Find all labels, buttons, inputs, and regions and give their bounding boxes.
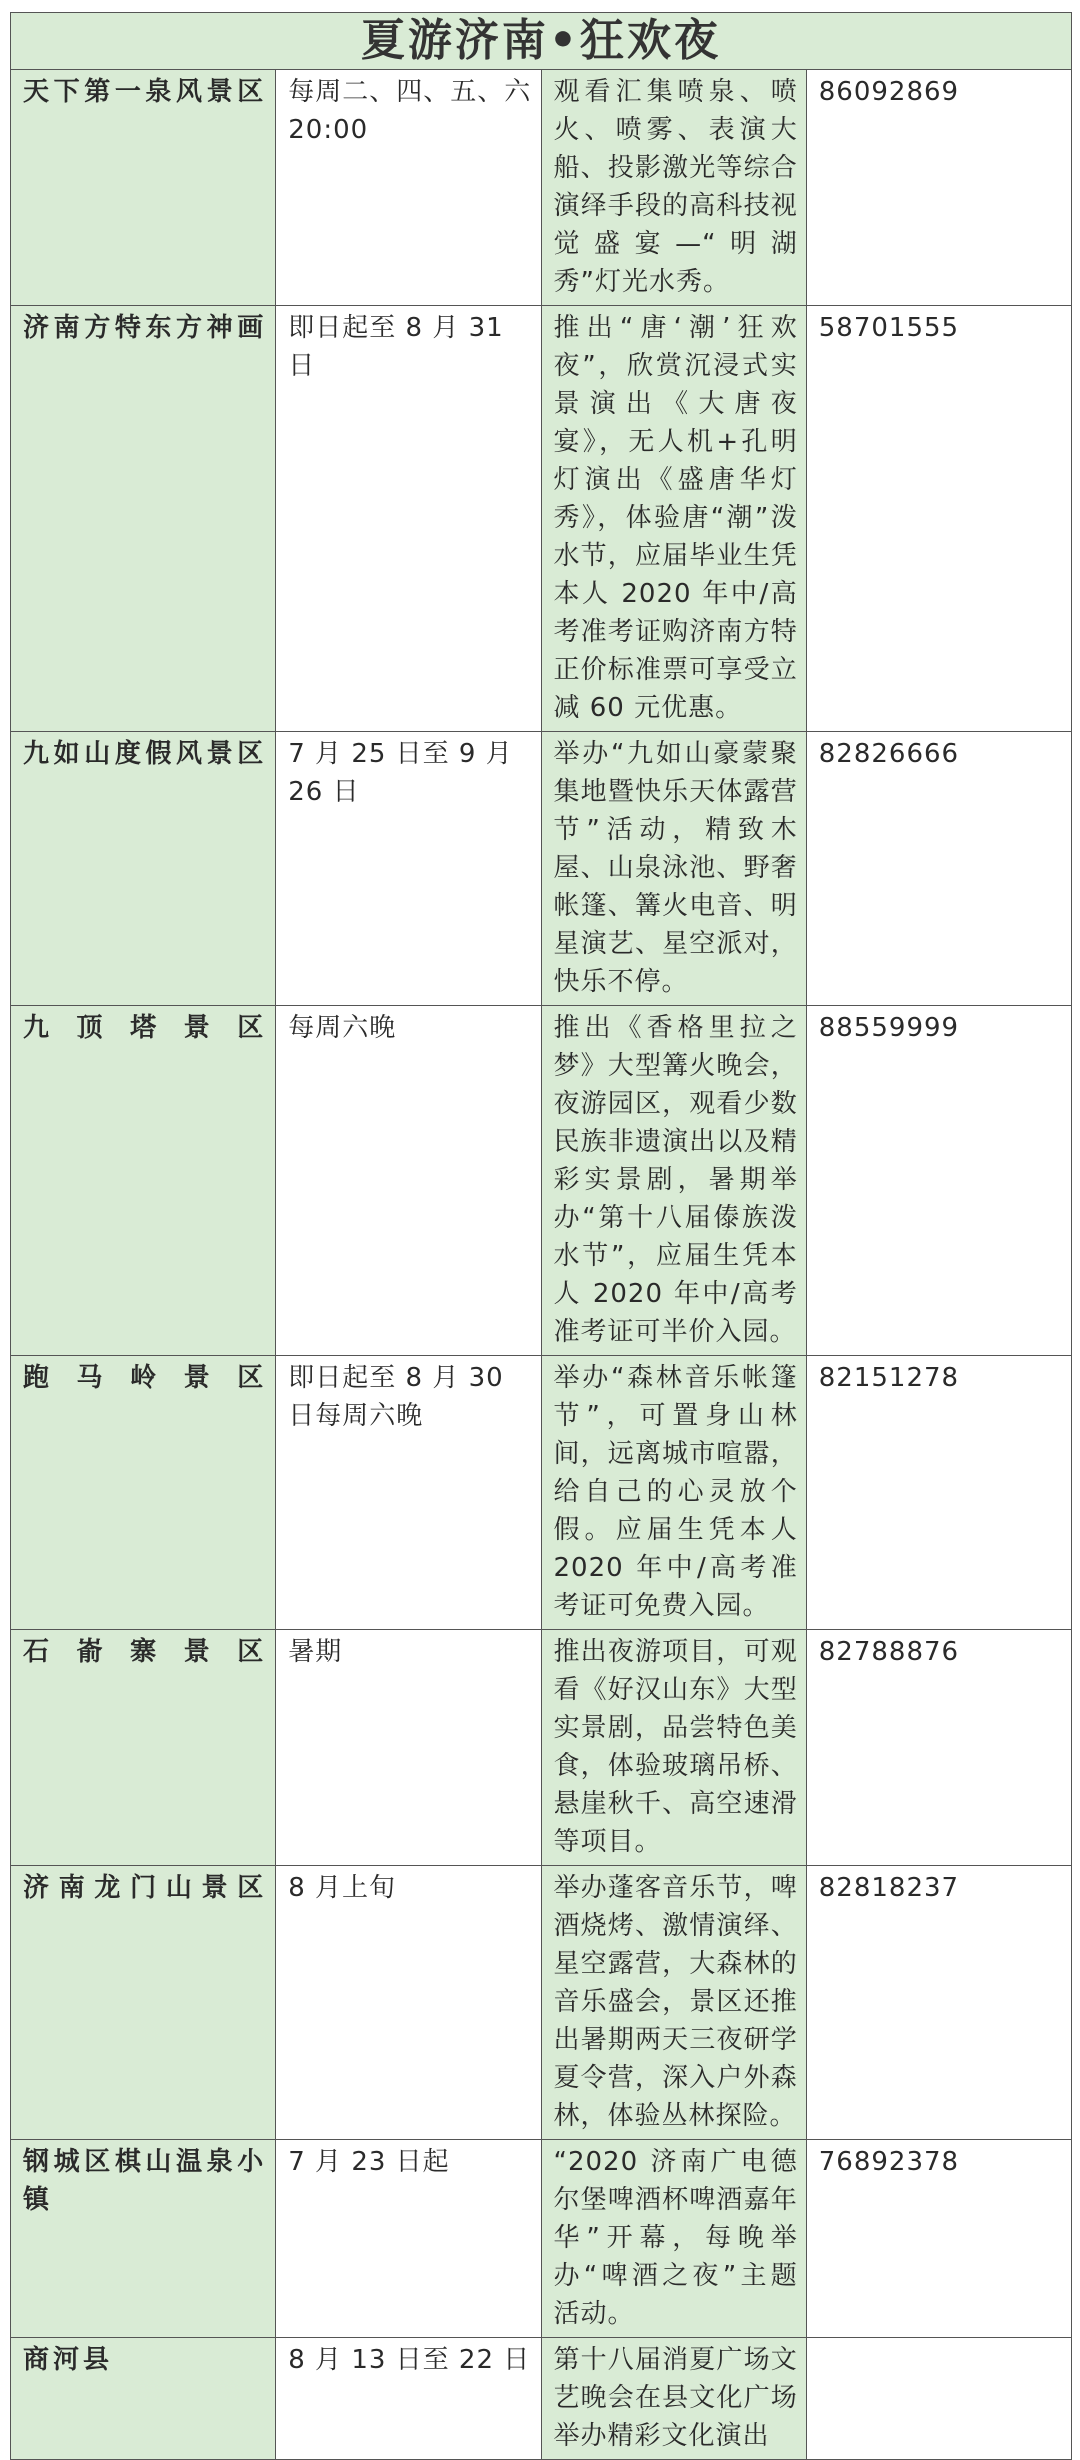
- event-description: 推出夜游项目，可观看《好汉山东》大型实景剧，品尝特色美食，体验玻璃吊桥、悬崖秋千、高空速滑等项目。: [541, 1630, 806, 1866]
- table-row: [11, 70, 1072, 306]
- event-time: 即日起至 8 月 31 日: [276, 306, 541, 732]
- table-row: [11, 2140, 1072, 2338]
- contact-phone: 82788876: [806, 1630, 1071, 1866]
- event-description: 举办“九如山豪蒙聚集地暨快乐天体露营节”活动，精致木屋、山泉泳池、野奢帐篷、篝火电音、明星演艺、星空派对，快乐不停。: [541, 732, 806, 1006]
- event-description: 推出“唐‘潮’狂欢夜”，欣赏沉浸式实景演出《大唐夜宴》，无人机+孔明灯演出《盛唐华灯秀》，体验唐“潮”泼水节，应届毕业生凭本人 2020 年中/高考准考证购济南方特正价标准票可享受立减 60 元优惠。: [541, 306, 806, 732]
- event-description: 推出《香格里拉之梦》大型篝火晚会，夜游园区，观看少数民族非遗演出以及精彩实景剧，暑期举办“第十八届傣族泼水节”，应届生凭本人 2020 年中/高考准考证可半价入园。: [541, 1006, 806, 1356]
- event-time: 8 月 13 日至 22 日: [276, 2338, 541, 2460]
- event-table: [10, 12, 1072, 2460]
- table-row: [11, 1630, 1072, 1866]
- event-description: “2020 济南广电德尔堡啤酒杯啤酒嘉年华”开幕，每晚举办“啤酒之夜”主题活动。: [541, 2140, 806, 2338]
- event-table-sheet: [10, 12, 1072, 2460]
- title-row: [11, 13, 1072, 70]
- event-time: 即日起至 8 月 30 日每周六晚: [276, 1356, 541, 1630]
- event-time: 每周二、四、五、六 20:00: [276, 70, 541, 306]
- venue-name: 跑马岭景区: [11, 1356, 276, 1630]
- event-time: 7 月 25 日至 9 月 26 日: [276, 732, 541, 1006]
- contact-phone: 88559999: [806, 1006, 1071, 1356]
- venue-name: 济南方特东方神画: [11, 306, 276, 732]
- venue-name: 济南龙门山景区: [11, 1866, 276, 2140]
- contact-phone: 82826666: [806, 732, 1071, 1006]
- contact-phone: 76892378: [806, 2140, 1071, 2338]
- event-time: 7 月 23 日起: [276, 2140, 541, 2338]
- table-row: [11, 306, 1072, 732]
- contact-phone: 82818237: [806, 1866, 1071, 2140]
- venue-name: 九顶塔景区: [11, 1006, 276, 1356]
- contact-phone: 82151278: [806, 1356, 1071, 1630]
- event-description: 举办“森林音乐帐篷节”，可置身山林间，远离城市喧嚣，给自己的心灵放个假。应届生凭本人 2020 年中/高考准考证可免费入园。: [541, 1356, 806, 1630]
- table-title: 夏游济南•狂欢夜: [11, 13, 1072, 70]
- event-description: 举办蓬客音乐节，啤酒烧烤、激情演绎、星空露营，大森林的音乐盛会，景区还推出暑期两天三夜研学夏令营，深入户外森林，体验丛林探险。: [541, 1866, 806, 2140]
- venue-name: 石嵛寨景区: [11, 1630, 276, 1866]
- event-description: 观看汇集喷泉、喷火、喷雾、表演大船、投影激光等综合演绎手段的高科技视觉盛宴—“明湖秀”灯光水秀。: [541, 70, 806, 306]
- venue-name: 钢城区棋山温泉小镇: [11, 2140, 276, 2338]
- contact-phone: 58701555: [806, 306, 1071, 732]
- event-time: 每周六晚: [276, 1006, 541, 1356]
- table-row: [11, 2338, 1072, 2460]
- table-row: [11, 1006, 1072, 1356]
- contact-phone: 86092869: [806, 70, 1071, 306]
- venue-name: 九如山度假风景区: [11, 732, 276, 1006]
- event-time: 暑期: [276, 1630, 541, 1866]
- venue-name: 商河县: [11, 2338, 276, 2460]
- contact-phone: [806, 2338, 1071, 2460]
- table-row: [11, 732, 1072, 1006]
- table-row: [11, 1356, 1072, 1630]
- event-time: 8 月上旬: [276, 1866, 541, 2140]
- event-description: 第十八届消夏广场文艺晚会在县文化广场举办精彩文化演出: [541, 2338, 806, 2460]
- venue-name: 天下第一泉风景区: [11, 70, 276, 306]
- table-row: [11, 1866, 1072, 2140]
